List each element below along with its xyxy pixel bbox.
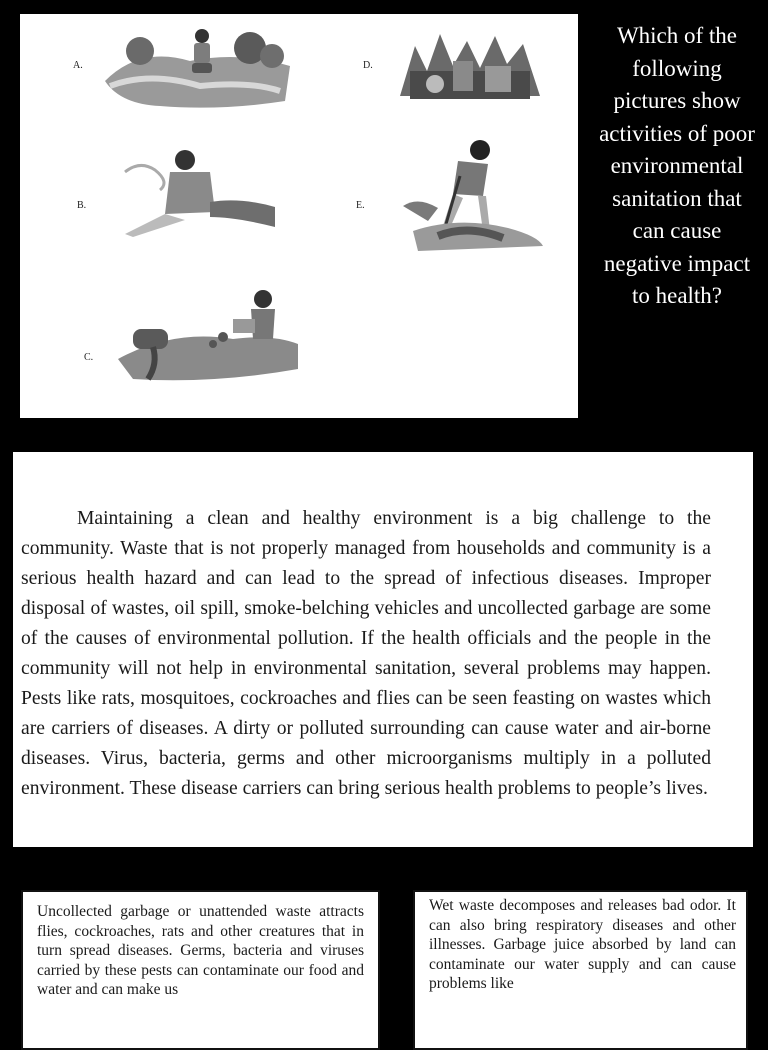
passage-text: Maintaining a clean and healthy environment is a big challenge to the community. Waste that is not properly managed from households and community is a serious health hazard and can lead to the spread of infectious diseases. Improper disposal of wastes, oil spill, smoke-belching vehicles and uncollected garbage are some of the causes of environmental pollution. If the health officials and the people in the community will not help in environmental sanitation, several problems may happen. Pests like rats, mosquitoes, cockroaches and flies can be seen feasting on wastes which are carriers of diseases. A dirty or polluted surrounding can cause water and air-borne diseases. Virus, bacteria, germs and other microorganisms multiply in a polluted environment. These disease carriers can bring serious health problems to people’s lives. bbox=[21, 508, 711, 799]
question-text: Which of the following pictures show activities of poor environmental sanitation that can cause negative impact to health? bbox=[599, 23, 755, 308]
option-d-picture bbox=[395, 26, 545, 106]
info-card-right bbox=[413, 890, 748, 1050]
option-c-picture bbox=[113, 289, 303, 384]
option-a-letter: A. bbox=[73, 60, 83, 71]
info-card-left bbox=[21, 890, 380, 1050]
info-card-left-text: Uncollected garbage or unattended waste attracts flies, cockroaches, rats and other creatures that in turn spread diseases. Germs, bacteria and viruses carried by these pests can contaminate our food and water and can make us bbox=[37, 903, 364, 998]
option-a-picture bbox=[100, 26, 295, 111]
option-d-letter: D. bbox=[363, 60, 373, 71]
option-e-picture bbox=[398, 136, 548, 256]
passage-panel bbox=[13, 452, 753, 847]
option-c-letter: C. bbox=[84, 352, 94, 363]
info-card-right-text: Wet waste decomposes and releases bad odor. It can also bring respiratory diseases and other illnesses. Garbage juice absorbed by land can contaminate our water supply and can cause problems like bbox=[429, 897, 736, 992]
option-e-letter: E. bbox=[356, 200, 365, 211]
option-b-picture bbox=[115, 142, 280, 237]
pictures-panel bbox=[20, 14, 578, 418]
option-b-letter: B. bbox=[77, 200, 87, 211]
